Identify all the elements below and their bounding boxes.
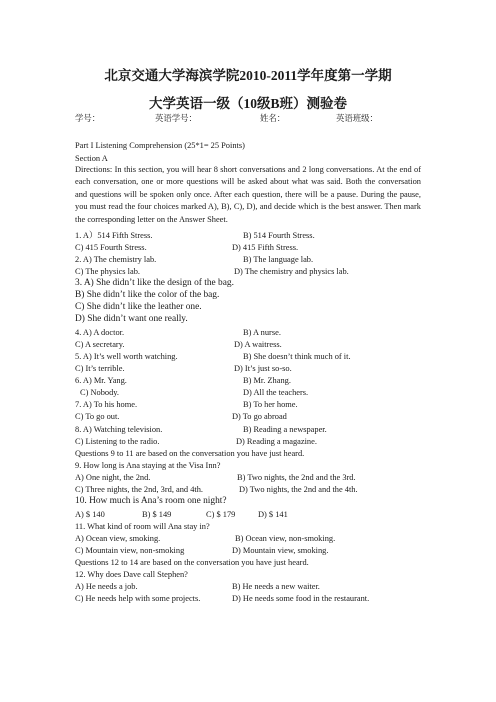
q8-option-c: C) Listening to the radio. bbox=[75, 437, 160, 446]
english-class-label: 英语班级： bbox=[336, 114, 378, 123]
q12-option-b: B) He needs a new waiter. bbox=[232, 582, 320, 591]
q11-option-a: A) Ocean view, smoking. bbox=[75, 534, 161, 543]
q8-option-a: 8. A) Watching television. bbox=[75, 425, 163, 434]
q5-option-c: C) It’s terrible. bbox=[75, 364, 125, 373]
name-label: 姓名： bbox=[260, 114, 286, 123]
note-questions-9-11: Questions 9 to 11 are based on the conversation you have just heard. bbox=[75, 449, 305, 458]
q3-option-c: C) She didn’t like the leather one. bbox=[75, 302, 202, 312]
q12-option-c: C) He needs help with some projects. bbox=[75, 594, 201, 603]
q10-option-d: D) $ 141 bbox=[258, 510, 288, 519]
q3-option-a: 3. A) She didn’t like the design of the bag. bbox=[75, 278, 234, 288]
q3-option-d: D) She didn’t want one really. bbox=[75, 314, 188, 324]
q6-option-b: B) Mr. Zhang. bbox=[243, 376, 291, 385]
q2-option-d: D) The chemistry and physics lab. bbox=[234, 267, 349, 276]
q5-option-a: 5. A) It’s well worth watching. bbox=[75, 352, 178, 361]
q12-question: 12. Why does Dave call Stephen? bbox=[75, 570, 188, 579]
q8-option-b: B) Reading a newspaper. bbox=[243, 425, 327, 434]
q9-option-d: D) Two nights, the 2nd and the 4th. bbox=[239, 485, 358, 494]
q3-option-b: B) She didn’t like the color of the bag. bbox=[75, 290, 220, 300]
q12-option-a: A) He needs a job. bbox=[75, 582, 138, 591]
q9-option-a: A) One night, the 2nd. bbox=[75, 473, 151, 482]
q4-option-d: D) A waitress. bbox=[234, 340, 282, 349]
q7-option-a: 7. A) To his home. bbox=[75, 400, 138, 409]
q10-option-c: C) $ 179 bbox=[206, 510, 236, 519]
q7-option-d: D) To go abroad bbox=[232, 412, 287, 421]
q5-option-b: B) She doesn’t think much of it. bbox=[243, 352, 351, 361]
q5-option-d: D) It’s just so-so. bbox=[234, 364, 292, 373]
q4-option-a: 4. A) A doctor. bbox=[75, 328, 125, 337]
q10-option-b: B) $ 149 bbox=[142, 510, 172, 519]
q7-option-b: B) To her home. bbox=[243, 400, 298, 409]
english-id-label: 英语学号： bbox=[155, 114, 197, 123]
q11-question: 11. What kind of room will Ana stay in? bbox=[75, 522, 210, 531]
q2-option-b: B) The language lab. bbox=[243, 255, 314, 264]
q6-option-d: D) All the teachers. bbox=[243, 388, 309, 397]
q12-option-d: D) He needs some food in the restaurant. bbox=[232, 594, 370, 603]
q9-question: 9. How long is Ana staying at the Visa Inn? bbox=[75, 461, 221, 470]
note-questions-12-14: Questions 12 to 14 are based on the conversation you have just heard. bbox=[75, 558, 309, 567]
q1-option-c: C) 415 Fourth Stress. bbox=[75, 243, 147, 252]
q9-option-b: B) Two nights, the 2nd and the 3rd. bbox=[237, 473, 356, 482]
q11-option-c: C) Mountain view, non-smoking bbox=[75, 546, 185, 555]
q2-option-c: C) The physics lab. bbox=[75, 267, 140, 276]
q4-option-c: C) A secretary. bbox=[75, 340, 125, 349]
section-heading: Section A bbox=[75, 154, 108, 163]
q11-option-d: D) Mountain view, smoking. bbox=[232, 546, 329, 555]
q1-option-d: D) 415 Fifth Stress. bbox=[232, 243, 299, 252]
q8-option-d: D) Reading a magazine. bbox=[236, 437, 317, 446]
q10-option-a: A) $ 140 bbox=[75, 510, 105, 519]
exam-subtitle: 大学英语一级（10级B班）测验卷 bbox=[148, 96, 347, 111]
q1-option-b: B) 514 Fourth Stress. bbox=[243, 231, 315, 240]
q6-option-c: C) Nobody. bbox=[80, 388, 120, 397]
directions-paragraph: Directions: In this section, you will hear 8 short conversations and 2 long conversations. At the end of each conversation, one or more questions will be asked about what was said. Both the conversation and questions will be spoken only once. After each question, there will be a pause. During the pause, you must read the four choices marked A), B), C), D), and decide which is the best answer. Then mark the corresponding letter on the Answer Sheet. bbox=[75, 165, 421, 224]
part-heading: Part I Listening Comprehension (25*1= 25 Points) bbox=[75, 141, 245, 150]
q6-option-a: 6. A) Mr. Yang. bbox=[75, 376, 127, 385]
q7-option-c: C) To go out. bbox=[75, 412, 120, 421]
q9-option-c: C) Three nights, the 2nd, 3rd, and 4th. bbox=[75, 485, 204, 494]
q1-option-a: 1. A）514 Fifth Stress. bbox=[75, 231, 153, 240]
q2-option-a: 2. A) The chemistry lab. bbox=[75, 255, 157, 264]
student-id-label: 学号： bbox=[75, 114, 101, 123]
q11-option-b: B) Ocean view, non-smoking. bbox=[235, 534, 336, 543]
q4-option-b: B) A nurse. bbox=[243, 328, 281, 337]
q10-question: 10. How much is Ana’s room one night? bbox=[75, 496, 227, 506]
exam-title: 北京交通大学海滨学院2010-2011学年度第一学期 bbox=[104, 68, 392, 83]
